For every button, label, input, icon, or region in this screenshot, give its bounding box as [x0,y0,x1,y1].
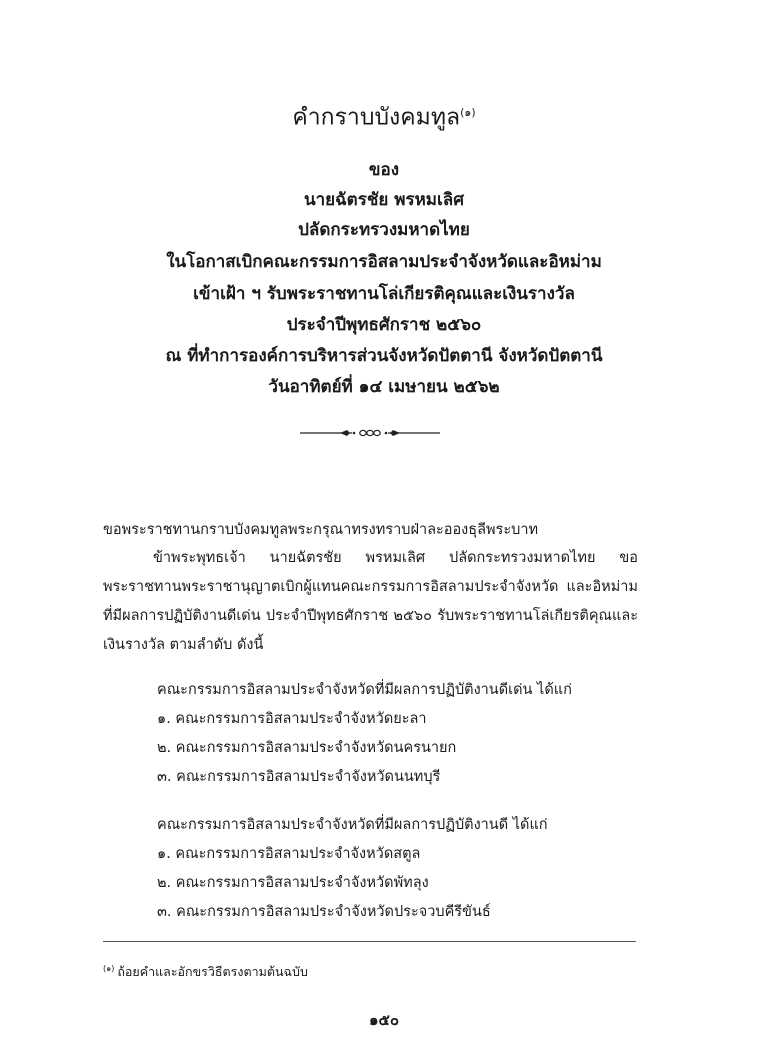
header-line-occasion: ในโอกาสเบิกคณะกรรมการอิสลามประจำจังหวัดและอิหม่าม [166,252,602,272]
list-item: ๑. คณะกรรมการอิสลามประจำจังหวัดยะลา [157,711,427,727]
footnote [103,960,308,981]
header-line-position: ปลัดกระทรวงมหาดไทย [298,220,470,240]
footnote-divider [103,941,636,942]
header-line-venue: ณ ที่ทำการองค์การบริหารส่วนจังหวัดปัตตานี จังหวัดปัตตานี [165,346,603,366]
page-number: ๑๕๐ [368,1011,400,1029]
footnote-text: ถ้อยคำและอักขรวิธีตรงตามต้นฉบับ [117,964,308,980]
list-item: ๒. คณะกรรมการอิสลามประจำจังหวัดพัทลุง [157,875,429,891]
list-item: ๓. คณะกรรมการอิสลามประจำจังหวัดนนทบุรี [157,769,441,785]
title-footnote-mark: (๑) [460,106,476,119]
divider-ornament-icon [290,423,450,443]
intro-paragraph: ข้าพระพุทธเจ้า นายฉัตรชัย พรหมเลิศ ปลัดกระทรวงมหาดไทย ขอพระราชทานพระราชานุญาตเบิกผู้แทนคณะกรรมการอิสลามประจำจังหวัด และอิหม่ามที่มีผลการปฏิบัติงานดีเด่น ประจำปีพุทธศักราช ๒๕๖๐ รับพระราชทานโล่เกียรติคุณและเงินรางวัล ตามลำดับ ดังนี้ [103,550,638,653]
list-item: ๒. คณะกรรมการอิสลามประจำจังหวัดนครนายก [157,740,457,756]
footnote-mark: (๑) [103,964,115,973]
header-line-name: นายฉัตรชัย พรหมเลิศ [303,190,465,210]
salutation: ขอพระราชทานกราบบังคมทูลพระกรุณาทรงทราบฝ่าละอองธุลีพระบาท [103,522,539,538]
title-text: คำกราบบังคมทูล [292,104,461,131]
header-line-date: วันอาทิตย์ที่ ๑๔ เมษายน ๒๕๖๒ [268,377,500,397]
group-heading-excellent: คณะกรรมการอิสลามประจำจังหวัดที่มีผลการปฏิบัติงานดีเด่น ได้แก่ [157,682,572,698]
list-item: ๑. คณะกรรมการอิสลามประจำจังหวัดสตูล [157,846,421,862]
group-heading-good: คณะกรรมการอิสลามประจำจังหวัดที่มีผลการปฏิบัติงานดี ได้แก่ [157,817,548,833]
header-line-year: ประจำปีพุทธศักราช ๒๕๖๐ [286,315,482,335]
document-title [0,97,768,134]
header-line-audience: เข้าเฝ้า ฯ รับพระราชทานโล่เกียรติคุณและเงินรางวัล [193,284,575,304]
list-item: ๓. คณะกรรมการอิสลามประจำจังหวัดประจวบคีรีขันธ์ [157,904,491,920]
header-line-of: ของ [368,160,400,180]
